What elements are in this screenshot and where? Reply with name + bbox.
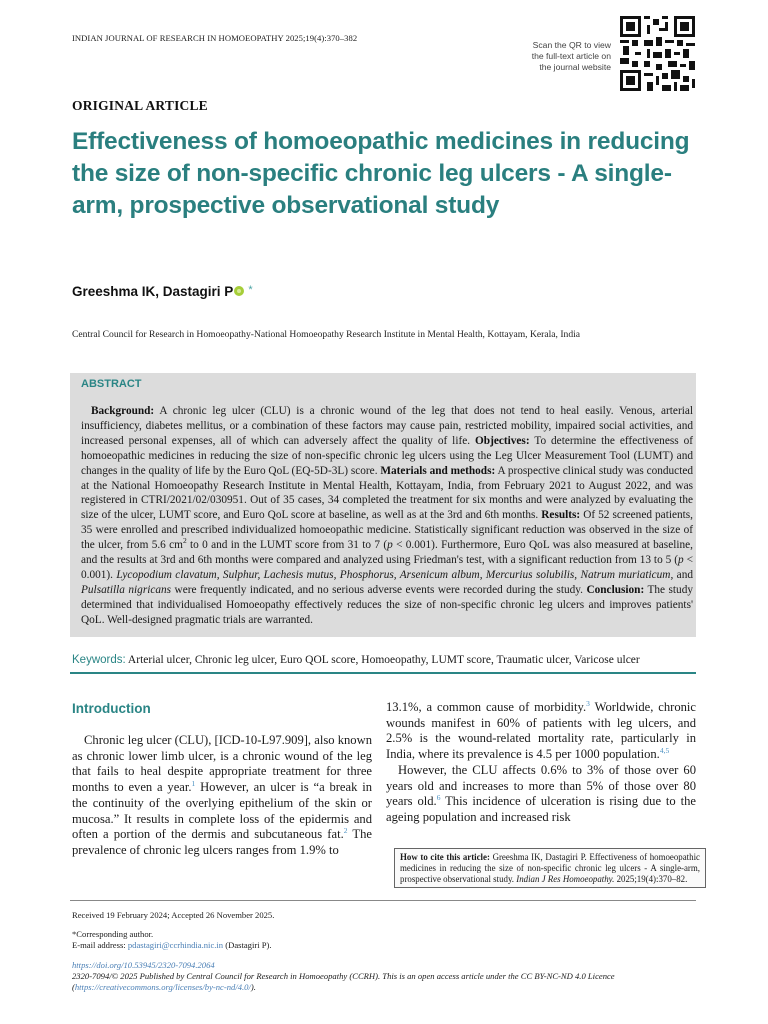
paragraph-text: 13.1%, a common cause of morbidity. xyxy=(386,700,587,714)
cite-journal: Indian J Res Homoeopathy. xyxy=(516,873,615,884)
remedy-name: Pulsatilla nigricans xyxy=(81,583,172,596)
paragraph-text: The prevalence of chronic leg ulcers ranges from 1.9% to xyxy=(72,827,372,857)
author-names: Greeshma IK, Dastagiri P xyxy=(72,284,234,299)
authors xyxy=(72,284,253,299)
journal-header: INDIAN JOURNAL OF RESEARCH IN HOMOEOPATHY 2025;19(4):370–382 xyxy=(72,33,358,43)
license-close: ). xyxy=(250,982,256,992)
qr-code-icon[interactable] xyxy=(620,16,695,91)
abstract-label-objectives: Objectives: xyxy=(475,434,530,447)
abstract-label-background: Background: xyxy=(91,405,155,417)
paragraph-text: This incidence of ulceration is rising due to the ageing population and increased risk xyxy=(386,794,696,824)
reference-link[interactable]: 4,5 xyxy=(659,746,670,756)
reference-link[interactable]: 6 xyxy=(436,793,441,803)
cite-text: Greeshma IK, Dastagiri P. Effectiveness of homoeopathic medicines in reducing the size of non-specific chronic leg ulcers - A single-arm, prospective observational study. xyxy=(400,852,700,884)
conjunction: and xyxy=(673,568,693,581)
abstract-label-conclusion: Conclusion: xyxy=(586,583,645,596)
reference-link[interactable]: 3 xyxy=(586,699,590,708)
abstract-label-methods: Materials and methods: xyxy=(380,464,496,477)
affiliation: Central Council for Research in Homoeopathy-National Homoeopathy Research Institute in Mental Health, Kottayam, Kerala, India xyxy=(72,329,581,340)
abstract-results-text: to 0 and in the LUMT score from 31 to 7 ( xyxy=(186,539,388,552)
email-line xyxy=(72,940,272,951)
abstract-objectives-text: To determine the effectiveness of homoeopathic medicines in reducing the size of non-specific chronic leg ulcers using the Leg Ulcer Measurement Tool (LUMT) and changes in the quality of life by the Euro QoL (EQ-5D-3L) score. xyxy=(81,434,693,477)
article-title: Effectiveness of homoeopathic medicines in reducing the size of non-specific chronic leg ulcers - A single-arm, prospective observational study xyxy=(72,128,690,219)
introduction-column-left xyxy=(72,733,372,859)
corresponding-author-note xyxy=(72,929,272,950)
remedy-list: Lycopodium clavatum, Sulphur, Lachesis mutus, Phosphorus, Arsenicum album, Mercurius solubilis, Natrum muriaticum, xyxy=(116,568,674,581)
paragraph-text: Chronic leg ulcer (CLU), [ICD-10-L97.909], also known as chronic lower limb ulcer, is a chronic wound of the leg that fails to heal despite appropriate treatment for three months to even a year. xyxy=(72,733,372,795)
received-dates: Received 19 February 2024; Accepted 26 November 2025. xyxy=(72,910,275,920)
paragraph xyxy=(386,700,696,763)
abstract-background-text: A chronic leg ulcer (CLU) is a chronic wound of the leg that does not tend to heal easily. Venous, arterial insufficiency, diabetes mellitus, or a combination of these factors may cause pain, restricted mobility, impaired social activities, and increased personal expenses, all of which can adversely affect the quality of life. xyxy=(81,405,693,447)
paragraph-text: However, an ulcer is “a break in the continuity of the overlying epithelium of the skin or mucosa.” It results in complete loss of the epidermis and often a portion of the dermis and subcutaneous fat. xyxy=(72,780,372,842)
introduction-heading: Introduction xyxy=(72,701,151,716)
license-link[interactable]: https://creativecommons.org/licenses/by-nc-nd/4.0/ xyxy=(74,982,251,992)
paragraph-text: However, the CLU affects 0.6% to 3% of those over 60 years old and increases to more than 5% of those over 80 years old. xyxy=(386,762,696,809)
reference-link[interactable]: 2 xyxy=(343,826,348,836)
superscript: 2 xyxy=(182,536,187,546)
paragraph xyxy=(386,763,696,826)
abstract-results-text: were frequently indicated, and no serious adverse events were recorded during the study. xyxy=(171,583,587,596)
license-text xyxy=(72,971,712,993)
cite-reference: 2025;19(4):370–82. xyxy=(614,873,688,884)
introduction-column-right xyxy=(386,700,696,826)
qr-caption-line: the journal website xyxy=(539,62,611,72)
abstract-text xyxy=(81,404,693,628)
email-link[interactable]: pdastagiri@ccrhindia.nic.in xyxy=(127,939,224,950)
paragraph-text: Worldwide, chronic wounds manifest in 60% of patients with leg ulcers, and 2.5% is the wound-related mortality rate, particularly in India, where its prevalence is 4.5 per 1000 population. xyxy=(386,700,696,762)
doi-link[interactable]: https://doi.org/10.53945/2320-7094.2064 xyxy=(72,960,215,970)
keywords-label: Keywords: xyxy=(72,654,126,666)
abstract-methods-text: A prospective clinical study was conducted at the National Homoeopathy Research Institute in Mental Health, Kottayam, India, from February 2021 to August 2022, and was registered in CTRI/2021/02/030951. Out of 35 cases, 34 completed the treatment for six months and were analyzed by evaluating the size of the ulcer, LUMT score, and Euro QoL score at baseline, as well as at the 3rd and 6th months. xyxy=(81,464,693,522)
email-label: E-mail address: xyxy=(72,939,128,950)
cite-label: How to cite this article: xyxy=(400,852,490,862)
qr-caption-line: Scan the QR to view xyxy=(532,40,611,50)
keywords-list: Arterial ulcer, Chronic leg ulcer, Euro QOL score, Homoeopathy, LUMT score, Traumatic ulcer, Varicose ulcer xyxy=(125,654,640,666)
orcid-icon[interactable] xyxy=(234,286,244,296)
abstract-label-results: Results: xyxy=(541,509,581,522)
footnote-divider xyxy=(70,900,696,901)
abstract-results-text: < 0.001). Furthermore, Euro QoL was also measured at baseline, and the results at 3rd and 6th months were compared and analyzed using Friedman's test, with a significant reduction from 13 to 5 ( xyxy=(81,539,693,567)
abstract-heading: ABSTRACT xyxy=(81,378,142,390)
abstract-results-text: Of 52 screened patients, 35 were enrolled and prescribed individualized homoeopathic medicine. Statistically significant reduction was observed in the size of the ulcer, from 5.6 cm xyxy=(81,509,693,552)
keywords xyxy=(72,654,702,666)
email-suffix: (Dastagiri P). xyxy=(223,939,272,950)
p-value-symbol: p xyxy=(387,539,393,552)
qr-caption-line: the full-text article on xyxy=(531,51,611,61)
article-type: ORIGINAL ARTICLE xyxy=(72,98,208,113)
p-value-symbol: p xyxy=(678,554,684,567)
license-statement: 2320-7094/© 2025 Published by Central Council for Research in Homoeopathy (CCRH). This is an open access article under the CC BY-NC-ND 4.0 Licence ( xyxy=(72,971,615,992)
paragraph xyxy=(72,733,372,859)
qr-caption xyxy=(505,40,611,73)
how-to-cite-box xyxy=(394,848,706,888)
corresponding-label: *Corresponding author. xyxy=(72,929,154,939)
abstract-results-text: < 0.001). xyxy=(81,554,693,581)
keywords-divider xyxy=(70,672,696,674)
abstract-conclusion-text: The study determined that individualised Homoeopathy effectively reduces the size of non-specific chronic leg ulcers and improves patients' QoL. Well-designed pragmatic trials are warranted. xyxy=(81,583,693,626)
corresponding-author-mark[interactable]: * xyxy=(248,284,253,296)
reference-link[interactable]: 1 xyxy=(191,779,196,789)
